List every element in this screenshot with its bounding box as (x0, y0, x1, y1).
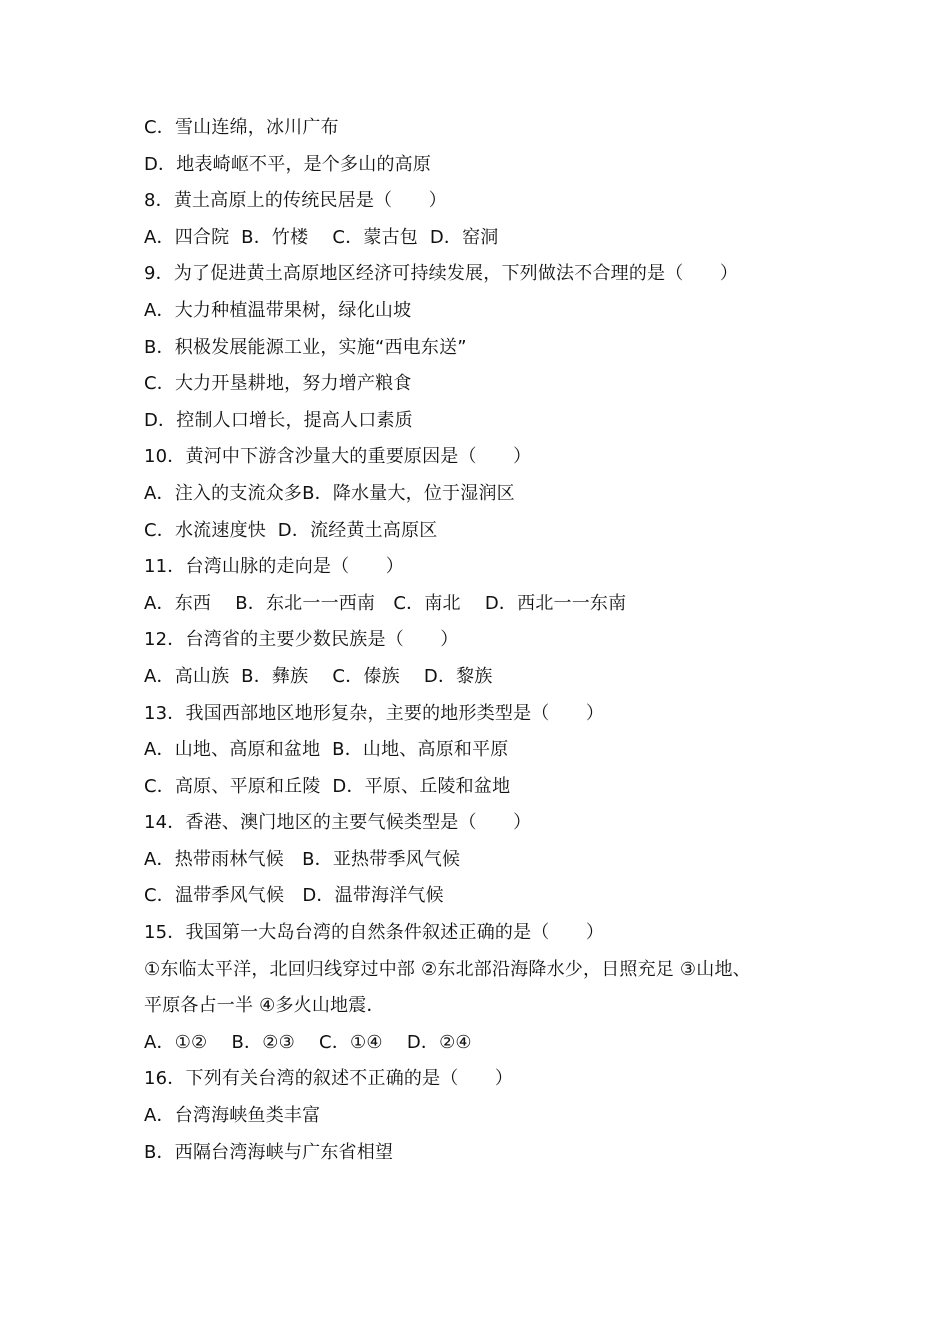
option-line: A．山地、高原和盆地 B．山地、高原和平原 (144, 739, 509, 761)
question-line: 14．香港、澳门地区的主要气候类型是（ ） (144, 812, 532, 834)
question-line: 10．黄河中下游含沙量大的重要原因是（ ） (144, 446, 532, 468)
question-line: 13．我国西部地区地形复杂，主要的地形类型是（ ） (144, 702, 605, 724)
option-line: A．注入的支流众多B．降水量大，位于湿润区 (144, 482, 515, 504)
option-line: A．①② B．②③ C．①④ D．②④ (144, 1031, 472, 1053)
question-line: 11．台湾山脉的走向是（ ） (144, 556, 404, 578)
option-line: D．地表崎岖不平，是个多山的高原 (144, 153, 432, 175)
option-line: A．大力种植温带果树，绿化山坡 (144, 299, 412, 321)
option-line: C．雪山连绵，冰川广布 (144, 117, 339, 138)
question-line: 8．黄土高原上的传统民居是（ ） (144, 190, 447, 212)
option-line: C．高原、平原和丘陵 D．平原、丘陵和盆地 (144, 775, 511, 797)
option-line: C．温带季风气候 D．温带海洋气候 (144, 885, 444, 907)
option-line: A．东西 B．东北一一西南 C．南北 D．西北一一东南 (144, 592, 627, 614)
option-line: A．热带雨林气候 B．亚热带季风气候 (144, 848, 461, 870)
option-line: B．西隔台湾海峡与广东省相望 (144, 1141, 394, 1163)
question-line: 16．下列有关台湾的叙述不正确的是（ ） (144, 1068, 514, 1090)
option-line: A．高山族 B．彝族 C．傣族 D．黎族 (144, 665, 493, 687)
option-line: C．大力开垦耕地，努力增产粮食 (144, 373, 412, 395)
question-line: 12．台湾省的主要少数民族是（ ） (144, 629, 459, 651)
option-line: A．四合院 B．竹楼 C．蒙古包 D．窑洞 (144, 226, 499, 248)
statement-line: ①东临太平洋，北回归线穿过中部 ②东北部沿海降水少，日照充足 ③山地、 (144, 958, 751, 980)
question-line: 9．为了促进黄土高原地区经济可持续发展，下列做法不合理的是（ ） (144, 263, 739, 285)
option-line: D．控制人口增长，提高人口素质 (144, 409, 413, 431)
option-line: A．台湾海峡鱼类丰富 (144, 1105, 321, 1127)
option-line: C．水流速度快 D．流经黄土高原区 (144, 519, 438, 541)
statement-line: 平原各占一半 ④多火山地震． (144, 995, 385, 1017)
exam-text (144, 110, 824, 1171)
option-line: B．积极发展能源工业，实施“西电东送” (144, 336, 467, 358)
question-line: 15．我国第一大岛台湾的自然条件叙述正确的是（ ） (144, 922, 605, 944)
